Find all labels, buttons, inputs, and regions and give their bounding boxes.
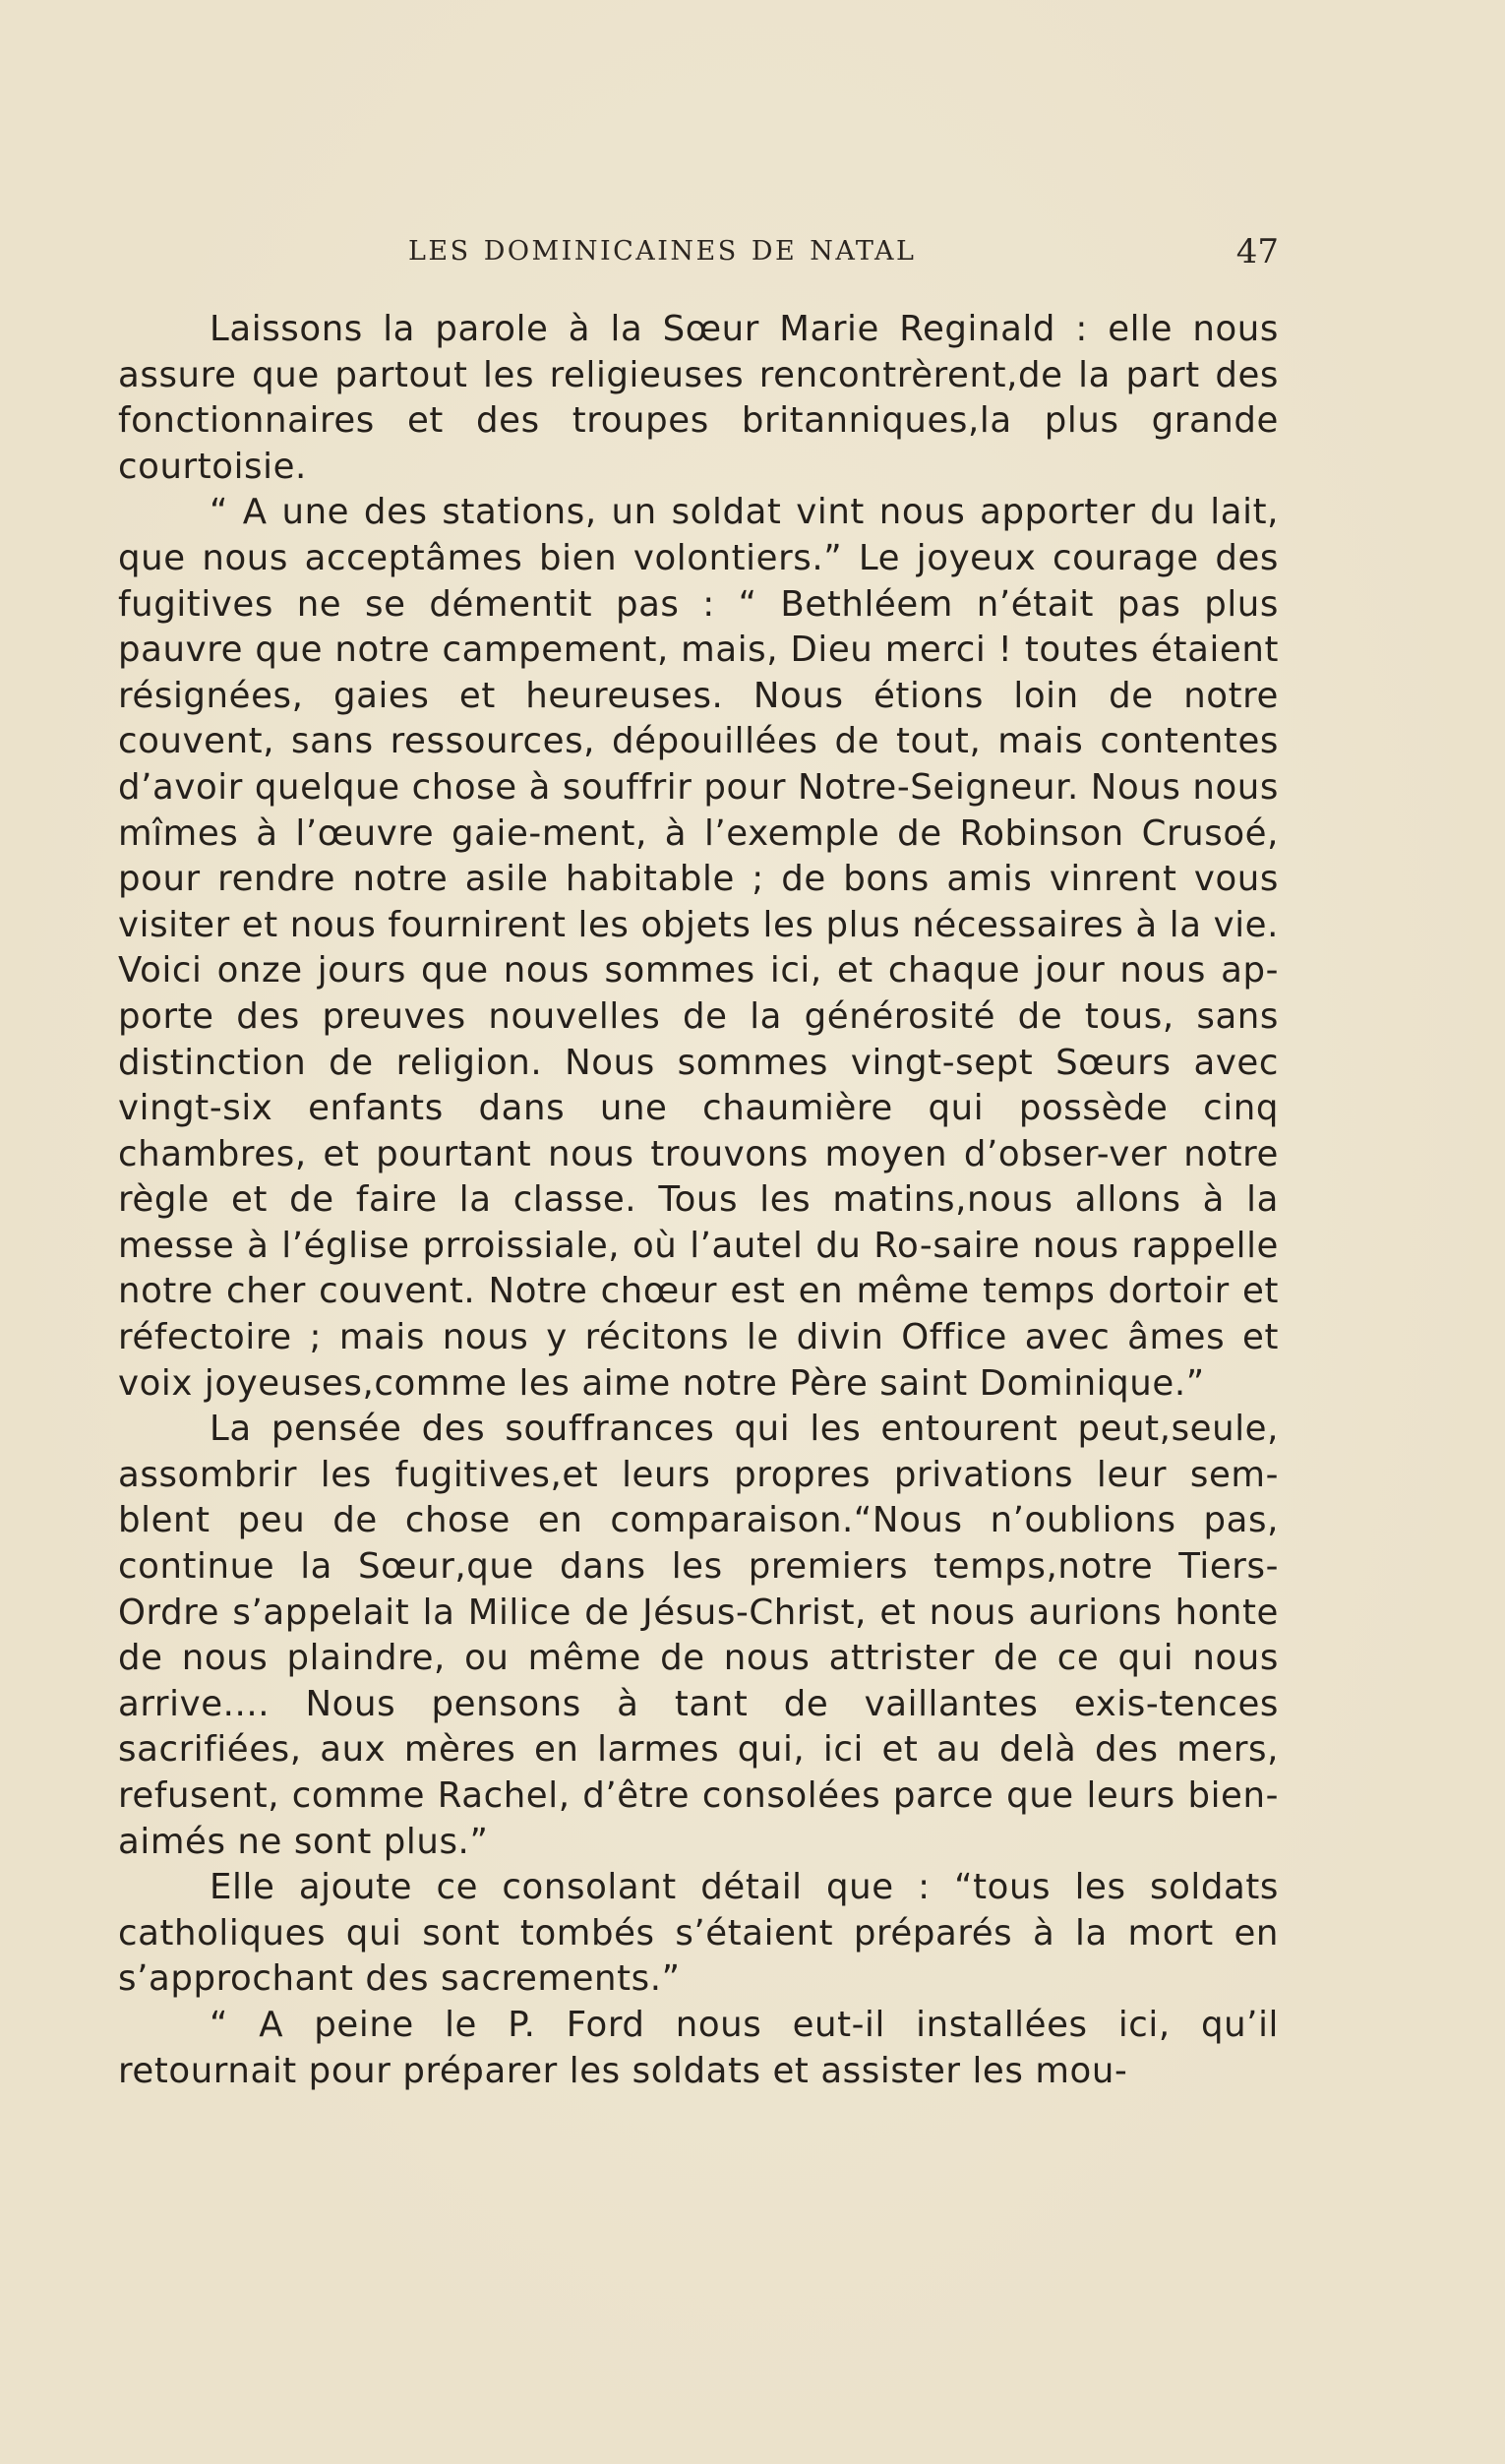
page-number: 47: [1235, 232, 1279, 271]
running-head: [118, 232, 1279, 275]
paragraph: Elle ajoute ce consolant détail que : “tous les soldats catholiques qui sont tombés s’étaient préparés à la mort en s’approchant des sacrements.”: [118, 1867, 1279, 2000]
running-title: LES DOMINICAINES DE NATAL: [408, 236, 917, 267]
paragraph: Laissons la parole à la Sœur Marie Reginald : elle nous assure que partout les religieuses rencontrèrent,de la part des fonctionnaires et des troupes britanniques,la plus grande courtoisie.: [118, 309, 1279, 487]
body-text: [118, 307, 1279, 2094]
paragraph: “ A une des stations, un soldat vint nous apporter du lait, que nous acceptâmes bien volontiers.” Le joyeux courage des fugitives ne se démentit pas : “ Bethléem n’était pas plus pauvre que notre campement, mais, Dieu merci ! toutes étaient résignées, gaies et heureuses. Nous étions loin de notre couvent, sans ressources, dépouillées de tout, mais contentes d’avoir quelque chose à souffrir pour Notre-Seigneur. Nous nous mîmes à l’œuvre gaie-ment, à l’exemple de Robinson Crusoé, pour rendre notre asile habitable ; de bons amis vinrent vous visiter et nous fournirent les objets les plus nécessaires à la vie. Voici onze jours que nous sommes ici, et chaque jour nous ap-porte des preuves nouvelles de la générosité de tous, sans distinction de religion. Nous sommes vingt-sept Sœurs avec vingt-six enfants dans une chaumière qui possède cinq chambres, et pourtant nous trouvons moyen d’obser-ver notre règle et de faire la classe. Tous les matins,nous allons à la messe à l’église prroissiale, où l’autel du Ro-saire nous rappelle notre cher couvent. Notre chœur est en même temps dortoir et réfectoire ; mais nous y récitons le divin Office avec âmes et voix joyeuses,comme les aime notre Père saint Dominique.”: [118, 492, 1279, 1404]
paragraph: La pensée des souffrances qui les entourent peut,seule, assombrir les fugitives,et leurs propres privations leur sem-blent peu de chose en comparaison.“Nous n’oublions pas, continue la Sœur,que dans les premiers temps,notre Tiers-Ordre s’appelait la Milice de Jésus-Christ, et nous aurions honte de nous plaindre, ou même de nous attrister de ce qui nous arrive.... Nous pensons à tant de vaillantes exis-tences sacrifiées, aux mères en larmes qui, ici et au delà des mers, refusent, comme Rachel, d’être consolées parce que leurs bien-aimés ne sont plus.”: [118, 1409, 1279, 1862]
paragraph: “ A peine le P. Ford nous eut-il installées ici, qu’il retournait pour préparer les soldats et assister les mou-: [118, 2004, 1279, 2091]
